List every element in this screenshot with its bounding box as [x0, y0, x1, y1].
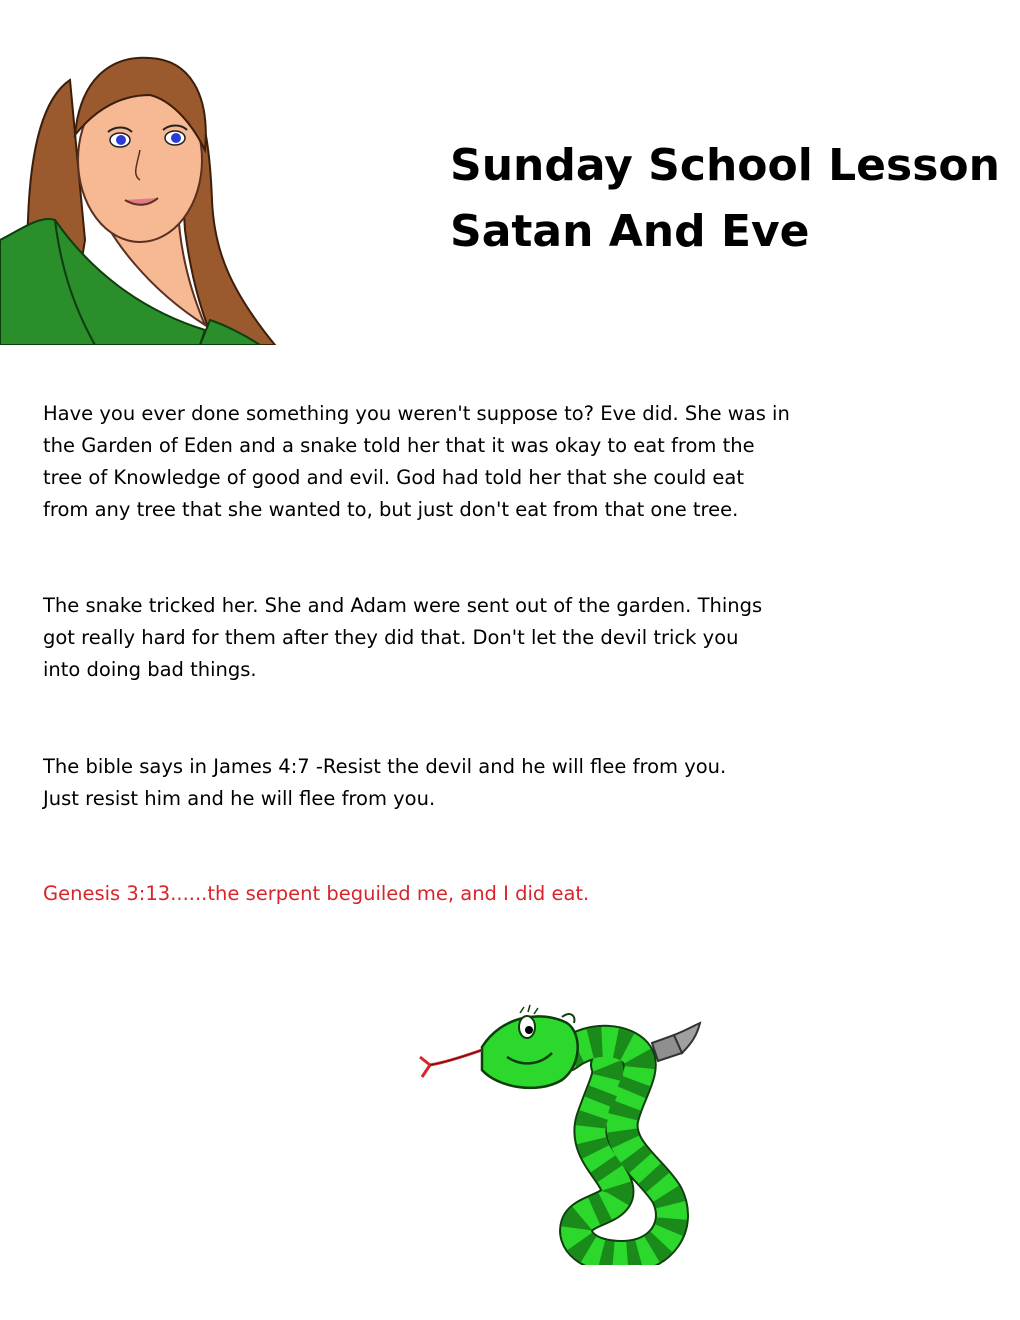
paragraph-line: from any tree that she wanted to, but just don't eat from that one tree. [43, 498, 739, 521]
page-title [450, 133, 1000, 265]
paragraph-line: The bible says in James 4:7 -Resist the devil and he will flee from you. [43, 755, 727, 778]
paragraph-line: into doing bad things. [43, 658, 257, 681]
paragraph-line: tree of Knowledge of good and evil. God had told her that she could eat [43, 466, 745, 489]
paragraph-line: got really hard for them after they did that. Don't let the devil trick you [43, 626, 739, 649]
eve-illustration [0, 40, 280, 345]
title-line-1: Sunday School Lesson [450, 140, 1000, 191]
verse-line: Genesis 3:13......the serpent beguiled me, and I did eat. [43, 882, 590, 905]
paragraph-james-verse [43, 751, 923, 815]
paragraph-line: Have you ever done something you weren't suppose to? Eve did. She was in [43, 402, 790, 425]
title-line-2: Satan And Eve [450, 206, 810, 257]
paragraph-consequence [43, 590, 923, 686]
paragraph-line: The snake tricked her. She and Adam were sent out of the garden. Things [43, 594, 763, 617]
paragraph-line: Just resist him and he will flee from you. [43, 787, 436, 810]
paragraph-eve-story [43, 398, 923, 526]
genesis-verse [43, 878, 923, 910]
paragraph-line: the Garden of Eden and a snake told her that it was okay to eat from the [43, 434, 755, 457]
snake-illustration [412, 995, 712, 1265]
